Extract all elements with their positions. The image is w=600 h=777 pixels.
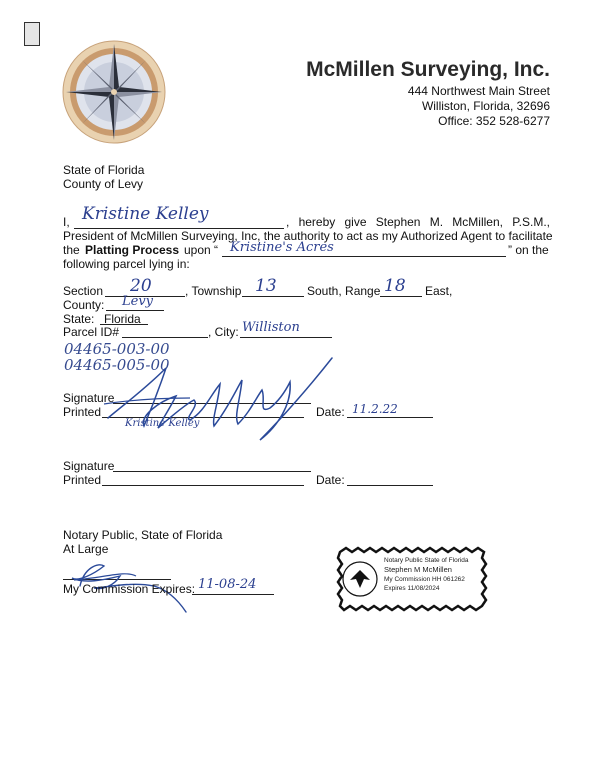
state-value: Florida	[104, 312, 141, 326]
east-label: East,	[425, 284, 453, 298]
state-label: State:	[63, 312, 95, 326]
signature-line-2	[113, 471, 311, 472]
range-value: 18	[384, 276, 406, 296]
signature-label-1: Signature	[63, 391, 115, 405]
date-line-1	[347, 417, 433, 418]
parcel-id-line	[122, 337, 208, 338]
section-value: 20	[130, 276, 152, 296]
parcel-id-label: Parcel ID#	[63, 325, 120, 339]
on-the-text: ” on the	[508, 243, 549, 257]
i-label: I,	[63, 215, 70, 229]
date-label-1: Date:	[316, 405, 345, 419]
city-address: Williston, Florida, 32696	[421, 99, 550, 113]
authority-text: President of McMillen Surveying, Inc, the authority to act as my Authorized Agent to facilitate	[63, 229, 553, 243]
printed-name-1: Kristine Kelley	[125, 418, 200, 429]
project-line	[222, 256, 506, 257]
stamp-line-3: My Commission HH 061262	[384, 576, 465, 583]
section-label: Section	[63, 284, 104, 298]
date-label-2: Date:	[316, 473, 345, 487]
upon-label: upon “	[184, 243, 219, 257]
stamp-line-1: Notary Public State of Florida	[384, 557, 469, 564]
stamp-line-4: Expires 11/08/2024	[384, 585, 440, 592]
date-value-1: 11.2.22	[352, 402, 398, 416]
county-line	[106, 310, 164, 311]
printed-line-2	[102, 485, 304, 486]
office-phone: Office: 352 528-6277	[438, 114, 550, 128]
parcel-id-2: 04465-005-00	[64, 356, 170, 374]
county-value: Levy	[122, 294, 154, 309]
platting-process: Platting Process	[85, 243, 180, 257]
printed-label-2: Printed	[63, 473, 102, 487]
compass-rose-logo	[62, 40, 166, 144]
township-line	[242, 296, 304, 297]
parcel-id-1: 04465-003-00	[64, 340, 170, 358]
township-value: 13	[255, 276, 277, 296]
city-label: , City:	[208, 325, 239, 339]
street-address: 444 Northwest Main Street	[407, 84, 550, 98]
give-text: , hereby give Stephen M. McMillen, P.S.M.,	[286, 215, 550, 229]
the-label: the	[63, 243, 80, 257]
project-name: Kristine's Acres	[230, 240, 334, 255]
checkbox[interactable]	[24, 22, 40, 46]
company-name: McMillen Surveying, Inc.	[306, 58, 550, 81]
notary-title: Notary Public, State of Florida	[63, 528, 223, 542]
grantor-signature	[100, 356, 336, 448]
commission-expires-value: 11-08-24	[198, 577, 257, 592]
range-line	[380, 296, 422, 297]
notary-at-large: At Large	[63, 542, 109, 556]
state-heading: State of Florida	[63, 163, 145, 177]
county-label: County:	[63, 298, 105, 312]
parcel-intro: following parcel lying in:	[63, 257, 190, 271]
city-line	[240, 337, 332, 338]
commission-expires-label: My Commission Expires:	[63, 582, 196, 596]
city-value: Williston	[242, 320, 300, 335]
township-label: , Township	[185, 284, 242, 298]
grantor-name: Kristine Kelley	[82, 204, 209, 224]
stamp-line-2: Stephen M McMillen	[384, 565, 452, 574]
printed-label-1: Printed	[63, 405, 102, 419]
commission-expires-line	[192, 594, 274, 595]
signature-label-2: Signature	[63, 459, 115, 473]
range-label: South, Range	[307, 284, 381, 298]
county-heading: County of Levy	[63, 177, 144, 191]
date-line-2	[347, 485, 433, 486]
